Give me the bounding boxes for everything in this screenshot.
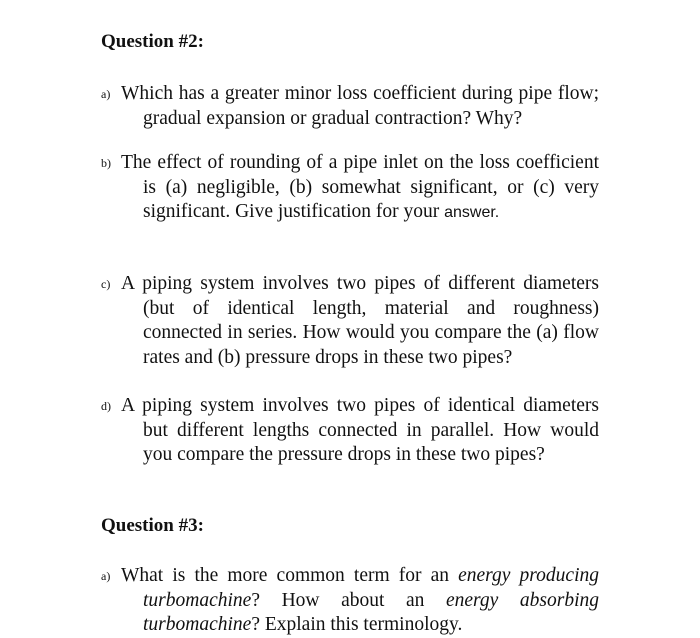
- part-marker: d): [101, 399, 111, 413]
- question-3-part-a: [101, 564, 599, 638]
- part-marker: c): [101, 277, 111, 291]
- italic-term-producing: energy producing turbomachine: [143, 565, 599, 611]
- part-marker: b): [101, 156, 111, 170]
- question-2-part-d: [101, 394, 599, 468]
- part-marker: a): [101, 87, 111, 101]
- question-2-part-b: [101, 151, 599, 226]
- question-2-heading: Question #2:: [101, 31, 204, 52]
- part-text: A piping system involves two pipes of different diameters (but of identical length, material and roughness) connected in series. How would you compare the (a) flow rates and (b) pressure drops in these two pipes?: [121, 273, 599, 368]
- question-3-heading: Question #3:: [101, 515, 204, 536]
- text-segment: What is the more common term for an: [121, 565, 449, 586]
- part-text: A piping system involves two pipes of identical diameters but different lengths connected in parallel. How would you compare the pressure drops in these two pipes?: [121, 395, 599, 465]
- part-marker: a): [101, 569, 111, 583]
- part-text: [121, 564, 599, 638]
- question-2-part-a: [101, 82, 599, 131]
- text-segment: ? How about an: [251, 589, 425, 611]
- part-text: [121, 151, 599, 226]
- part-text-main: The effect of rounding of a pipe inlet on the loss coefficient is (a) negligible, (b) somewhat significant, or (c) very significant. Give justification for your: [121, 152, 599, 222]
- question-2-part-c: [101, 272, 599, 370]
- part-text: Which has a greater minor loss coefficient during pipe flow; gradual expansion or gradual contraction? Why?: [121, 83, 599, 129]
- part-text-tail: answer.: [444, 204, 500, 221]
- italic-term-absorbing: energy absorbing turbomachine: [143, 589, 599, 635]
- text-segment: ? Explain this terminology.: [251, 614, 463, 635]
